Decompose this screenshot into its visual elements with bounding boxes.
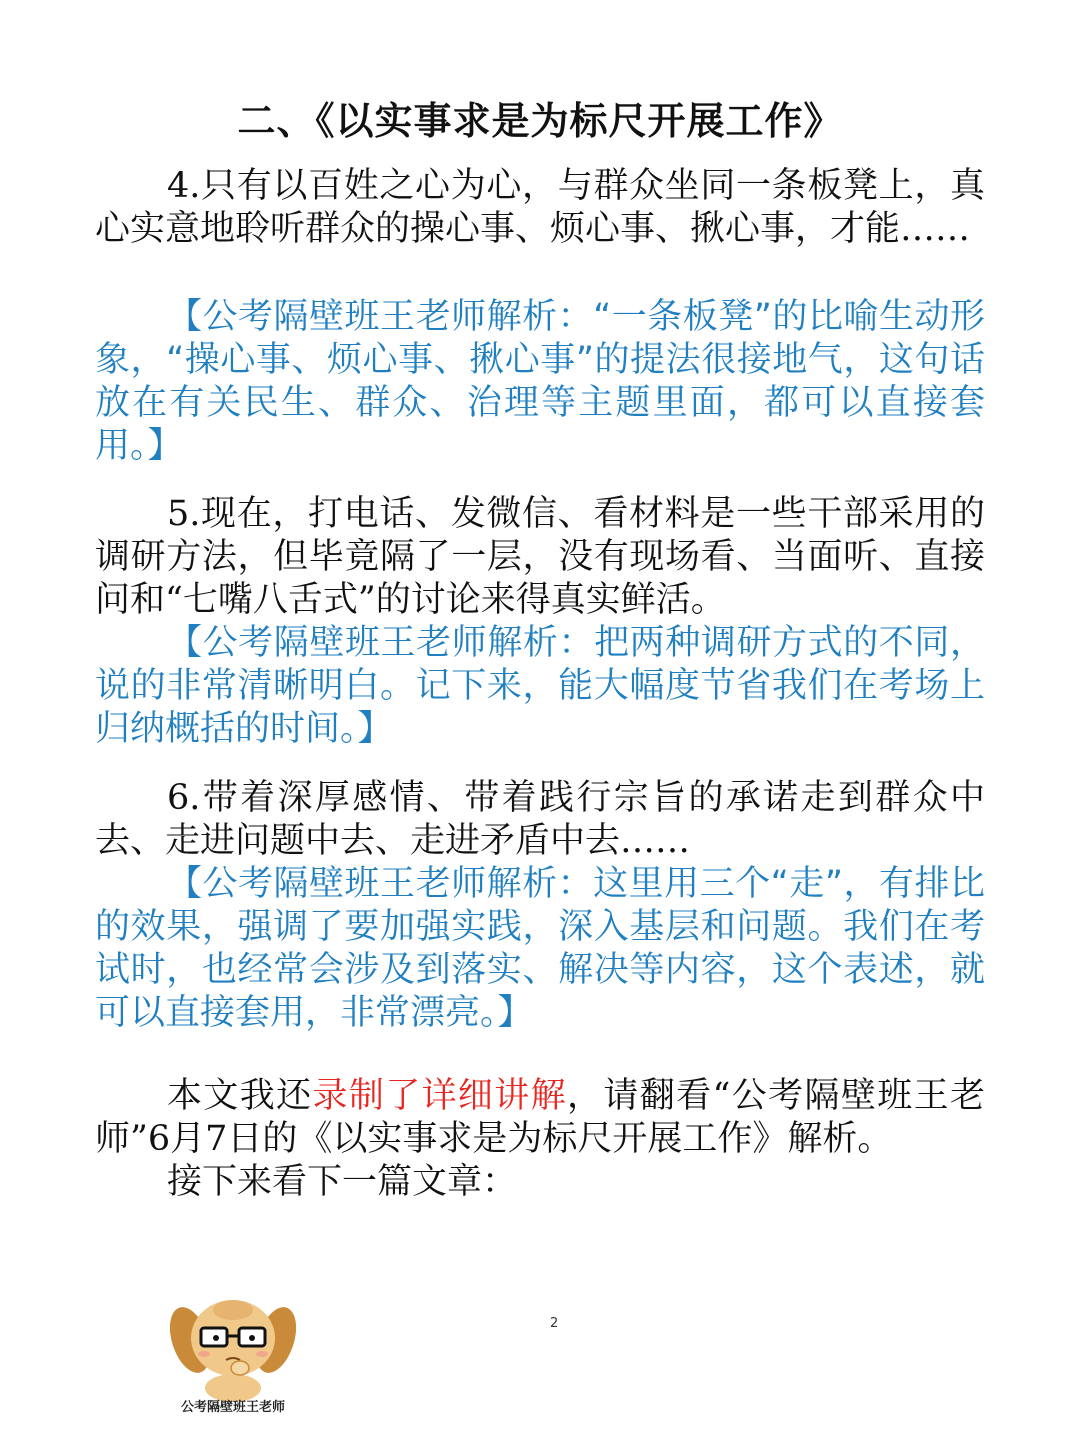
analysis-note-text: 【公考隔壁班王老师解析：这里用三个“走”，有排比的效果，强调了要加强实践，深入基层和问题。我们在考试时，也经常会涉及到落实、解决等内容，这个表述，就可以直接套用，非常漂亮。】 [95, 864, 985, 1033]
analysis-note-text: 【公考隔壁班王老师解析：“一条板凳”的比喻生动形象，“操心事、烦心事、揪心事”的提法很接地气，这句话放在有关民生、群众、治理等主题里面，都可以直接套用。】 [95, 297, 985, 466]
closing-text-part1: 本文我还 [167, 1076, 313, 1116]
analysis-note-text: 【公考隔壁班王老师解析：把两种调研方式的不同，说的非常清晰明白。记下来，能大幅度节省我们在考场上归纳概括的时间。】 [95, 623, 985, 749]
closing-highlight: 录制了详细讲解 [312, 1076, 568, 1116]
analysis-note-4 [95, 296, 985, 468]
next-article-text: 接下来看下一篇文章： [167, 1162, 518, 1202]
closing-text-part2: ，请翻看“公考隔壁班王老师”6月7日的《以实事求是为标尺开展工作》解析。 [95, 1076, 985, 1159]
closing-paragraph [95, 1075, 985, 1204]
paragraph-text: 6.带着深厚感情、带着践行宗旨的承诺走到群众中去、走进问题中去、走进矛盾中去…… [95, 778, 985, 861]
closing-text [95, 1075, 985, 1161]
paragraph-text: 4.只有以百姓之心为心，与群众坐同一条板凳上，真心实意地聆听群众的操心事、烦心事、揪心事，才能…… [95, 166, 985, 249]
page-number: 2 [550, 1316, 559, 1331]
paragraph-item-4 [95, 165, 985, 251]
paragraph-item-5 [95, 493, 985, 622]
paragraph-item-6 [95, 777, 985, 863]
logo-caption: 公考隔壁班王老师 [180, 1400, 285, 1415]
paragraph-text: 5.现在，打电话、发微信、看材料是一些干部采用的调研方法，但毕竟隔了一层，没有现场看、当面听、直接问和“七嘴八舌式”的讨论来得真实鲜活。 [95, 494, 985, 620]
analysis-note-6 [95, 863, 985, 1035]
page-title: 二、《以实事求是为标尺开展工作》 [237, 99, 843, 143]
analysis-note-5 [95, 622, 985, 751]
